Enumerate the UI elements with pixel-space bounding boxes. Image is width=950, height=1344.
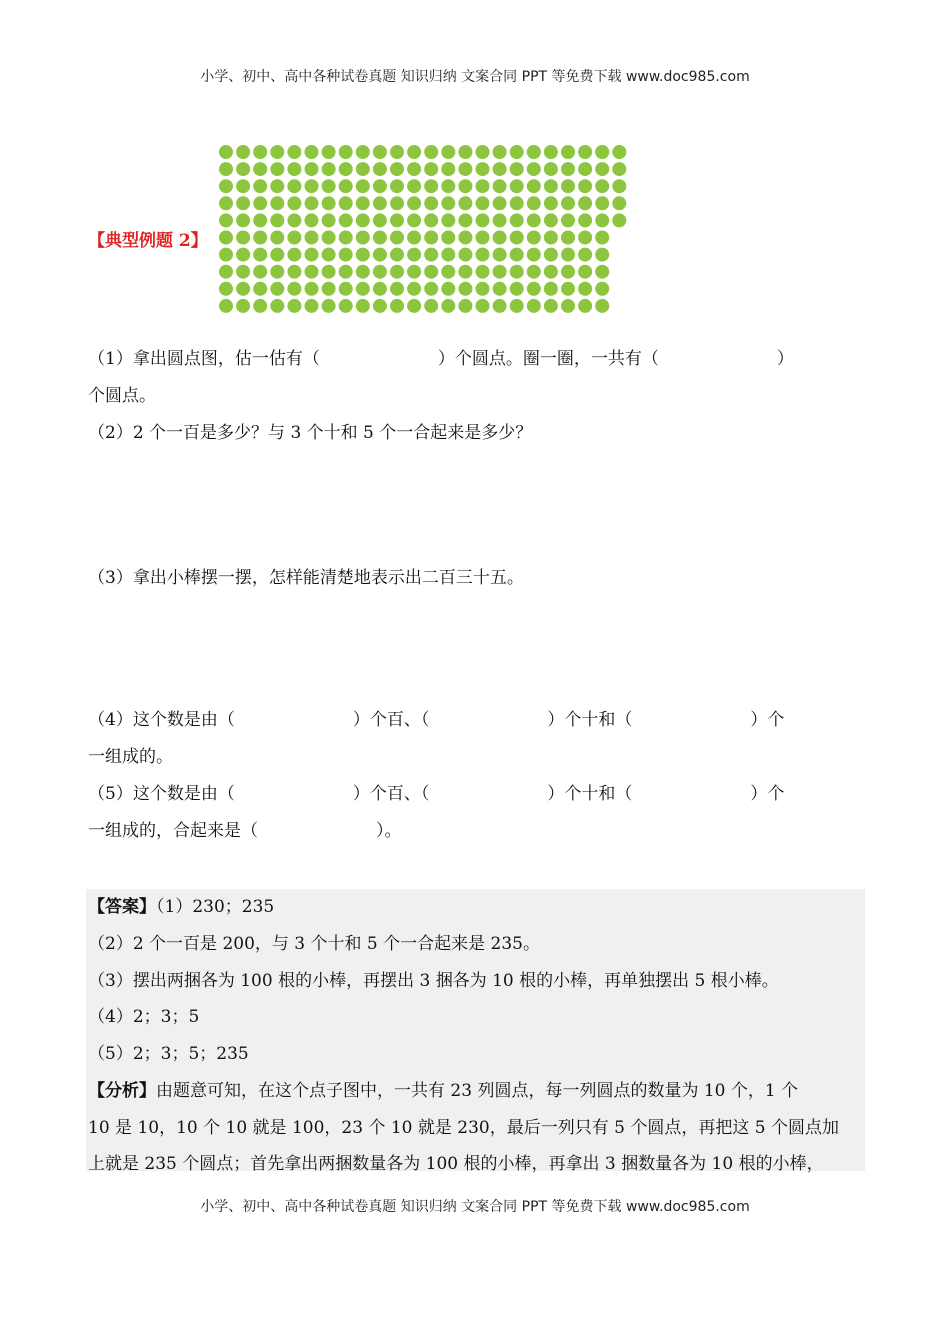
dot — [424, 179, 438, 193]
dot — [544, 265, 558, 279]
dot — [373, 231, 387, 245]
q5-text-e: 一组成的，合起来是（ — [88, 821, 258, 841]
dot — [356, 179, 370, 193]
dot — [236, 162, 250, 176]
dot — [219, 196, 233, 210]
dot — [287, 265, 301, 279]
dot — [270, 248, 284, 262]
dot — [407, 265, 421, 279]
dot — [476, 231, 490, 245]
dot — [270, 231, 284, 245]
q4-text-e: 一组成的。 — [88, 747, 173, 767]
dot — [578, 179, 592, 193]
dot — [424, 299, 438, 313]
dot — [527, 145, 541, 159]
analysis-text-1: 由题意可知，在这个点子图中，一共有 23 列圆点，每一列圆点的数量为 10 个，1 个 — [156, 1081, 799, 1101]
dot — [407, 248, 421, 262]
dot — [322, 248, 336, 262]
dot — [407, 145, 421, 159]
dot — [339, 162, 353, 176]
dot — [270, 162, 284, 176]
answer-2: （2）2 个一百是 200，与 3 个十和 5 个一合起来是 235。 — [88, 934, 540, 954]
dot — [305, 196, 319, 210]
dot — [441, 231, 455, 245]
dot — [458, 145, 472, 159]
dot — [253, 179, 267, 193]
dot — [544, 282, 558, 296]
dot — [510, 231, 524, 245]
dot — [407, 162, 421, 176]
dot — [458, 248, 472, 262]
dot — [270, 213, 284, 227]
dot — [270, 265, 284, 279]
dot — [544, 213, 558, 227]
analysis-label: 【分析】 — [88, 1081, 156, 1101]
dot — [578, 145, 592, 159]
dot — [510, 248, 524, 262]
dot — [219, 145, 233, 159]
dot — [476, 196, 490, 210]
dot — [561, 145, 575, 159]
q5-text-d: ）个 — [750, 784, 785, 804]
dot — [493, 145, 507, 159]
dot — [595, 162, 609, 176]
dot — [527, 196, 541, 210]
dot — [305, 248, 319, 262]
dot — [339, 265, 353, 279]
dot — [612, 179, 626, 193]
dot — [441, 248, 455, 262]
dot — [219, 282, 233, 296]
dot — [356, 248, 370, 262]
question-3: （3）拿出小棒摆一摆，怎样能清楚地表示出二百三十五。 — [88, 568, 524, 588]
dot — [595, 145, 609, 159]
dot — [287, 299, 301, 313]
dot — [270, 282, 284, 296]
dot — [476, 265, 490, 279]
dot — [305, 231, 319, 245]
analysis-text-2: 10 是 10，10 个 10 就是 100，23 个 10 就是 230，最后一列只有 5 个圆点，再把这 5 个圆点加 — [88, 1118, 839, 1138]
q5-text-a: （5）这个数是由（ — [88, 784, 235, 804]
dot — [356, 213, 370, 227]
dot — [373, 179, 387, 193]
dot — [561, 162, 575, 176]
answer-3: （3）摆出两捆各为 100 根的小棒，再摆出 3 捆各为 10 根的小棒，再单独摆出 5 根小棒。 — [88, 971, 779, 991]
dot — [458, 282, 472, 296]
dot — [322, 145, 336, 159]
dot — [595, 213, 609, 227]
dot — [595, 265, 609, 279]
dot — [476, 213, 490, 227]
q4-text-a: （4）这个数是由（ — [88, 710, 235, 730]
dot — [493, 282, 507, 296]
dot — [527, 282, 541, 296]
dot — [287, 248, 301, 262]
dot — [510, 265, 524, 279]
dot — [253, 265, 267, 279]
dot-grid-figure — [216, 144, 636, 316]
dot — [390, 248, 404, 262]
dot — [612, 196, 626, 210]
dot — [578, 162, 592, 176]
answer-box — [86, 889, 865, 1174]
dot — [390, 145, 404, 159]
dot — [424, 145, 438, 159]
dot — [270, 299, 284, 313]
answer-line-1 — [88, 892, 274, 917]
dot — [458, 162, 472, 176]
dot — [373, 196, 387, 210]
dot — [612, 213, 626, 227]
dot — [356, 162, 370, 176]
example-title: 【典型例题 2】 — [88, 231, 208, 251]
dot — [527, 162, 541, 176]
dot — [373, 265, 387, 279]
q4-text-d: ）个 — [750, 710, 785, 730]
dot — [561, 248, 575, 262]
dot — [373, 213, 387, 227]
dot — [424, 282, 438, 296]
dot — [612, 162, 626, 176]
q5-text-f: ）。 — [376, 821, 402, 841]
dot — [253, 213, 267, 227]
dot — [322, 162, 336, 176]
dot — [493, 248, 507, 262]
dot — [356, 196, 370, 210]
dot — [356, 265, 370, 279]
dot — [544, 196, 558, 210]
dot — [236, 282, 250, 296]
dot — [219, 248, 233, 262]
dot — [219, 213, 233, 227]
dot — [424, 213, 438, 227]
q1-text-c: ） — [776, 349, 794, 369]
dot — [595, 299, 609, 313]
dot — [339, 282, 353, 296]
dot — [476, 162, 490, 176]
dot — [305, 282, 319, 296]
q1-text-d: 个圆点。 — [88, 386, 156, 406]
dot — [527, 231, 541, 245]
dot — [493, 231, 507, 245]
dot — [441, 282, 455, 296]
dot — [356, 299, 370, 313]
q1-text-b: ）个圆点。圈一圈，一共有（ — [437, 349, 659, 369]
dot — [407, 213, 421, 227]
dot — [458, 179, 472, 193]
dot — [219, 299, 233, 313]
dot — [322, 231, 336, 245]
dot — [236, 299, 250, 313]
dot — [253, 145, 267, 159]
dot — [578, 196, 592, 210]
answer-5: （5）2；3；5；235 — [88, 1044, 249, 1064]
dot — [253, 299, 267, 313]
dot — [270, 179, 284, 193]
dot — [493, 299, 507, 313]
dot — [305, 299, 319, 313]
dot — [219, 231, 233, 245]
dot — [441, 213, 455, 227]
dot — [441, 299, 455, 313]
dot — [424, 231, 438, 245]
page-header: 小学、初中、高中各种试卷真题 知识归纳 文案合同 PPT 等免费下载 www.doc985.com — [200, 69, 750, 85]
dot — [493, 213, 507, 227]
dot — [236, 265, 250, 279]
dot — [476, 299, 490, 313]
dot — [527, 213, 541, 227]
dot — [390, 282, 404, 296]
dot — [407, 231, 421, 245]
dot — [561, 231, 575, 245]
dot — [561, 299, 575, 313]
dot — [253, 162, 267, 176]
page-footer: 小学、初中、高中各种试卷真题 知识归纳 文案合同 PPT 等免费下载 www.doc985.com — [200, 1199, 750, 1215]
dot — [287, 231, 301, 245]
dot — [287, 179, 301, 193]
dot — [322, 299, 336, 313]
answer-label: 【答案】 — [88, 897, 156, 917]
question-2: （2）2 个一百是多少？与 3 个十和 5 个一合起来是多少？ — [88, 423, 533, 443]
dot — [561, 213, 575, 227]
dot — [322, 213, 336, 227]
dot — [322, 282, 336, 296]
dot — [441, 179, 455, 193]
analysis-line-1 — [88, 1076, 798, 1101]
dot — [339, 213, 353, 227]
dot — [424, 265, 438, 279]
dot — [407, 179, 421, 193]
dot — [510, 299, 524, 313]
dot — [458, 299, 472, 313]
dot — [305, 145, 319, 159]
dot — [287, 145, 301, 159]
dot — [390, 231, 404, 245]
dot — [219, 179, 233, 193]
dot — [441, 162, 455, 176]
dot — [476, 282, 490, 296]
dot — [544, 162, 558, 176]
dot — [339, 179, 353, 193]
dot — [493, 162, 507, 176]
q4-text-c: ）个十和（ — [547, 710, 633, 730]
dot — [339, 231, 353, 245]
analysis-text-3: 上就是 235 个圆点；首先拿出两捆数量各为 100 根的小棒，再拿出 3 捆数量各为 10 根的小棒， — [88, 1154, 824, 1174]
dot — [544, 248, 558, 262]
dot — [458, 213, 472, 227]
dot — [424, 162, 438, 176]
dot — [236, 179, 250, 193]
dot — [339, 248, 353, 262]
dot — [356, 231, 370, 245]
dot — [322, 265, 336, 279]
dot — [253, 231, 267, 245]
dot — [339, 145, 353, 159]
dot — [287, 213, 301, 227]
dot — [219, 265, 233, 279]
dot — [270, 145, 284, 159]
dot — [476, 179, 490, 193]
question-1 — [88, 341, 863, 415]
dot — [578, 213, 592, 227]
dot — [305, 162, 319, 176]
dot — [458, 231, 472, 245]
dot — [458, 265, 472, 279]
dot — [510, 179, 524, 193]
dot — [527, 248, 541, 262]
dot — [578, 248, 592, 262]
dot — [390, 213, 404, 227]
dot — [373, 282, 387, 296]
dot — [407, 282, 421, 296]
dot — [493, 265, 507, 279]
dot — [219, 162, 233, 176]
dot — [561, 196, 575, 210]
q5-text-b: ）个百、（ — [352, 784, 430, 804]
dot — [510, 282, 524, 296]
dot — [595, 179, 609, 193]
dot — [424, 196, 438, 210]
dot — [390, 196, 404, 210]
dot — [390, 162, 404, 176]
question-5 — [88, 776, 863, 850]
dot — [561, 282, 575, 296]
dot — [373, 145, 387, 159]
dot — [236, 145, 250, 159]
dot — [407, 196, 421, 210]
dot — [595, 282, 609, 296]
dot — [339, 299, 353, 313]
dot — [390, 265, 404, 279]
dot — [458, 196, 472, 210]
q1-text-a: （1）拿出圆点图，估一估有（ — [88, 349, 320, 369]
dot — [305, 265, 319, 279]
dot — [373, 248, 387, 262]
dot — [305, 179, 319, 193]
dot — [373, 162, 387, 176]
answer-1: （1）230；235 — [156, 897, 275, 917]
dot — [578, 265, 592, 279]
dot — [595, 231, 609, 245]
dot — [322, 179, 336, 193]
dot — [287, 196, 301, 210]
q5-text-c: ）个十和（ — [547, 784, 633, 804]
dot — [236, 231, 250, 245]
dot — [527, 299, 541, 313]
dot — [476, 145, 490, 159]
dot — [390, 299, 404, 313]
dot — [287, 162, 301, 176]
dot — [476, 248, 490, 262]
dot — [527, 179, 541, 193]
dot — [510, 196, 524, 210]
dot — [253, 196, 267, 210]
dot — [236, 196, 250, 210]
dot — [544, 231, 558, 245]
dot — [441, 145, 455, 159]
q4-text-b: ）个百、（ — [352, 710, 430, 730]
dot — [356, 145, 370, 159]
dot — [441, 196, 455, 210]
dot — [561, 179, 575, 193]
dot — [441, 265, 455, 279]
dot — [578, 282, 592, 296]
dot — [424, 248, 438, 262]
dot — [561, 265, 575, 279]
answer-4: （4）2；3；5 — [88, 1007, 200, 1027]
dot — [253, 248, 267, 262]
dot — [339, 196, 353, 210]
question-4 — [88, 702, 863, 776]
dot — [373, 299, 387, 313]
dot — [544, 299, 558, 313]
dot — [390, 179, 404, 193]
dot — [510, 145, 524, 159]
dot — [253, 282, 267, 296]
dot — [356, 282, 370, 296]
dot — [510, 162, 524, 176]
dot — [493, 196, 507, 210]
dot — [287, 282, 301, 296]
dot — [270, 196, 284, 210]
dot — [595, 248, 609, 262]
dot — [236, 248, 250, 262]
dot — [595, 196, 609, 210]
dot — [544, 145, 558, 159]
dot — [236, 213, 250, 227]
dot — [510, 213, 524, 227]
dot — [527, 265, 541, 279]
dot — [305, 213, 319, 227]
dot — [612, 145, 626, 159]
dot — [544, 179, 558, 193]
dot — [493, 179, 507, 193]
dot — [407, 299, 421, 313]
dot — [322, 196, 336, 210]
dot — [578, 299, 592, 313]
dot — [578, 231, 592, 245]
